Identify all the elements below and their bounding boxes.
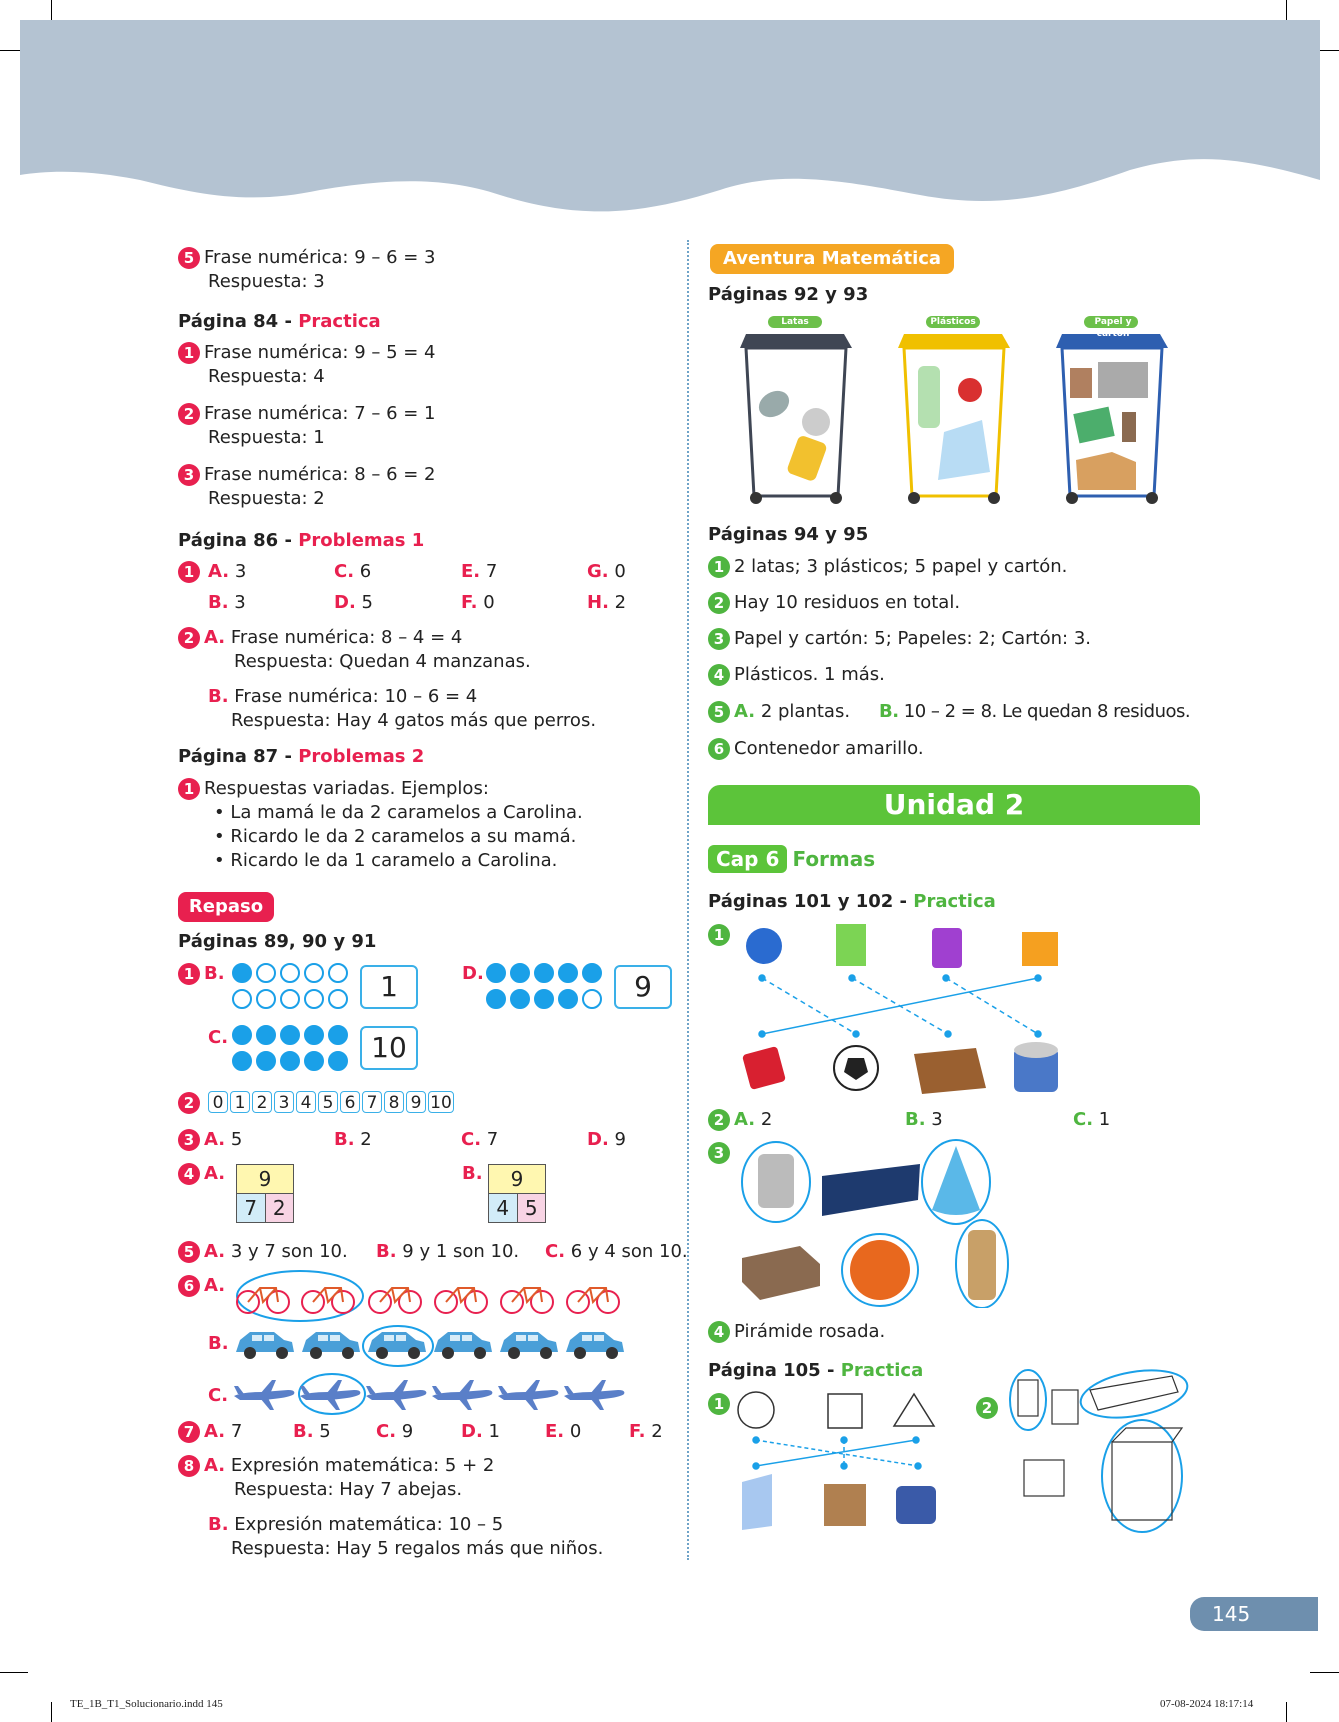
chapter-heading xyxy=(708,845,875,873)
bond-part: 5 xyxy=(518,1194,546,1222)
option-letter: F. xyxy=(629,1421,646,1442)
sentence: Frase numérica: 9 – 5 = 4 xyxy=(204,342,436,363)
p86-q2b xyxy=(208,685,596,733)
option-value: 7 xyxy=(225,1421,243,1442)
repaso-q4b xyxy=(462,1162,483,1186)
number-badge: 8 xyxy=(178,1455,200,1477)
p84-item xyxy=(178,341,436,389)
heading-sub: Practica xyxy=(298,311,381,332)
option-letter: A. xyxy=(204,1163,226,1184)
number-badge: 1 xyxy=(178,342,200,364)
shapes-matching-2 xyxy=(730,1388,970,1534)
option-letter: D. xyxy=(462,963,484,984)
p101-q1 xyxy=(708,923,734,947)
p86-cell xyxy=(208,591,246,615)
option-letter: C. xyxy=(545,1241,566,1262)
heading-title: Páginas 101 y 102 xyxy=(708,891,894,912)
number-cell: 4 xyxy=(296,1091,316,1113)
footer-file: TE_1B_T1_Solucionario.indd 145 xyxy=(70,1698,223,1710)
option-letter: E. xyxy=(545,1421,565,1442)
answer: 2 latas; 3 plásticos; 5 papel y cartón. xyxy=(734,556,1068,577)
repaso-q4 xyxy=(178,1162,225,1186)
p94-item xyxy=(708,627,1091,651)
number-badge: 2 xyxy=(708,592,730,614)
option-letter: B. xyxy=(293,1421,314,1442)
number-bond xyxy=(488,1164,546,1223)
bond-part: 4 xyxy=(489,1194,518,1222)
number-cell: 10 xyxy=(428,1091,454,1113)
answer: Respuesta: 2 xyxy=(208,488,325,509)
option-letter: B. xyxy=(376,1241,397,1262)
heading-title: Página 105 xyxy=(708,1360,821,1381)
heading-sub: Problemas 2 xyxy=(298,746,425,767)
option-letter: C. xyxy=(376,1421,397,1442)
answer: Respuesta: Hay 4 gatos más que perros. xyxy=(231,710,597,731)
p86-q2 xyxy=(178,626,531,674)
option-letter: A. xyxy=(204,1455,226,1476)
answer: Respuesta: Quedan 4 manzanas. xyxy=(234,651,531,672)
crop-mark xyxy=(1286,0,1287,20)
section-heading xyxy=(178,530,424,551)
heading-sep: - xyxy=(820,1360,841,1381)
repaso-q5 xyxy=(178,1240,348,1264)
heading-sep: - xyxy=(278,530,299,551)
answer: Papel y cartón: 5; Papeles: 2; Cartón: 3. xyxy=(734,628,1091,649)
p86-cell xyxy=(461,560,497,584)
p84-item xyxy=(178,463,436,511)
bicycle-row xyxy=(232,1268,642,1326)
number-badge: 3 xyxy=(178,1129,200,1151)
repaso-q7 xyxy=(545,1420,581,1444)
number-badge: 3 xyxy=(708,628,730,650)
option-value: 0 xyxy=(477,592,495,613)
option-letter: A. xyxy=(734,1109,756,1130)
sentence: Frase numérica: 8 – 6 = 2 xyxy=(204,464,436,485)
p101-q2 xyxy=(708,1108,772,1132)
car-row xyxy=(232,1322,642,1370)
option-value: 2 xyxy=(645,1421,663,1442)
chapter-badge: Cap 6 xyxy=(708,845,787,873)
dot-array xyxy=(230,962,350,1014)
answer-box: 1 xyxy=(360,965,418,1009)
number-cell: 5 xyxy=(318,1091,338,1113)
column-divider xyxy=(687,240,689,1560)
unit-banner: Unidad 2 xyxy=(708,785,1200,825)
sentence: Frase numérica: 7 – 6 = 1 xyxy=(204,403,436,424)
p86-cell xyxy=(334,560,371,584)
answer: Respuesta: 1 xyxy=(208,427,325,448)
page-number: 145 xyxy=(1190,1597,1318,1631)
option-letter: D. xyxy=(461,1421,483,1442)
number-badge: 1 xyxy=(178,561,200,583)
repaso-q7 xyxy=(293,1420,331,1444)
option-letter: F. xyxy=(461,592,478,613)
option-letter: B. xyxy=(334,1129,355,1150)
number-badge: 2 xyxy=(178,627,200,649)
number-badge: 2 xyxy=(178,403,200,425)
repaso-q7 xyxy=(629,1420,663,1444)
option-letter: C. xyxy=(208,1027,229,1048)
shape-matching xyxy=(736,918,1076,1100)
number-badge: 7 xyxy=(178,1421,200,1443)
number-badge: 6 xyxy=(178,1275,200,1297)
answer: Contenedor amarillo. xyxy=(734,738,924,759)
p86-cell xyxy=(461,591,495,615)
option-value: 9 y 1 son 10. xyxy=(396,1241,520,1262)
repaso-q6c xyxy=(208,1384,228,1408)
bin-label: Latas xyxy=(781,317,809,327)
heading-title: Página 87 xyxy=(178,746,279,767)
p101-q3 xyxy=(708,1141,734,1165)
p94-item xyxy=(708,700,850,724)
heading-sep: - xyxy=(893,891,914,912)
option-value: 2 xyxy=(354,1129,372,1150)
option-value: 1 xyxy=(1093,1109,1111,1130)
p101-q2 xyxy=(1073,1108,1110,1132)
repaso-q8b xyxy=(208,1513,603,1561)
p101-q4 xyxy=(708,1320,885,1344)
p86-cell xyxy=(587,591,626,615)
repaso-q5 xyxy=(376,1240,519,1264)
option-letter: A. xyxy=(204,627,226,648)
section-heading xyxy=(708,891,996,912)
answer: 10 – 2 = 8. Le quedan 8 residuos. xyxy=(898,701,1191,722)
number-line xyxy=(208,1091,456,1113)
option-letter: B. xyxy=(905,1109,926,1130)
option-letter: G. xyxy=(587,561,609,582)
solids-outline xyxy=(1006,1364,1196,1534)
repaso-q7 xyxy=(461,1420,500,1444)
repaso-q7 xyxy=(178,1420,242,1444)
option-letter: A. xyxy=(734,701,756,722)
option-letter: B. xyxy=(208,1333,229,1354)
answer-box: 10 xyxy=(360,1026,418,1070)
number-badge: 1 xyxy=(708,556,730,578)
number-cell: 9 xyxy=(406,1091,426,1113)
heading-sub: Practica xyxy=(913,891,996,912)
repaso-q3 xyxy=(461,1128,498,1152)
option-letter: D. xyxy=(587,1129,609,1150)
bond-part: 2 xyxy=(266,1194,294,1222)
option-letter: C. xyxy=(334,561,355,582)
heading-sep: - xyxy=(278,311,299,332)
option-letter: B. xyxy=(879,701,899,722)
repaso-q6 xyxy=(178,1274,225,1298)
repaso-q3 xyxy=(334,1128,372,1152)
answer: Hay 10 residuos en total. xyxy=(734,592,961,613)
bullet-item: La mamá le da 2 caramelos a Carolina. xyxy=(230,802,583,823)
section-heading: Páginas 92 y 93 xyxy=(708,284,869,305)
heading-title: Página 84 xyxy=(178,311,279,332)
option-value: 2 xyxy=(608,592,627,613)
option-letter: C. xyxy=(461,1129,482,1150)
repaso-q2 xyxy=(178,1091,204,1115)
sentence: Respuestas variadas. Ejemplos: xyxy=(204,778,489,799)
bin-label: Papel y cartón xyxy=(1094,317,1132,339)
bullet-item: Ricardo le da 2 caramelos a su mamá. xyxy=(230,826,577,847)
number-badge: 5 xyxy=(178,1241,200,1263)
crop-mark xyxy=(51,0,52,20)
option-value: 5 xyxy=(355,592,373,613)
option-value: 9 xyxy=(396,1421,414,1442)
crop-mark xyxy=(51,1702,52,1722)
p87-item: 1 Respuestas variadas. Ejemplos: • La mamá le da 2 caramelos a Carolina. • Ricardo le da 2 caramelos a su mamá. • Ricardo le da 1 caramelo a Carolina. xyxy=(178,777,583,873)
number-badge: 4 xyxy=(708,1321,730,1343)
option-value: 7 xyxy=(481,1129,499,1150)
recycling-bins xyxy=(736,312,1176,508)
heading-sep: - xyxy=(278,746,299,767)
section-heading xyxy=(178,746,424,767)
option-letter: B. xyxy=(204,963,225,984)
number-badge: 1 xyxy=(708,1393,730,1415)
number-cell: 0 xyxy=(208,1091,228,1113)
number-cell: 3 xyxy=(274,1091,294,1113)
option-value: 5 xyxy=(313,1421,331,1442)
option-letter: E. xyxy=(461,561,481,582)
number-cell: 7 xyxy=(362,1091,382,1113)
option-letter: C. xyxy=(1073,1109,1094,1130)
p94-item xyxy=(708,591,960,615)
number-bond xyxy=(236,1164,294,1223)
answer: 2 plantas. xyxy=(755,701,851,722)
answer-box: 9 xyxy=(614,965,672,1009)
repaso-q6b xyxy=(208,1332,229,1356)
option-value: 6 y 4 son 10. xyxy=(565,1241,688,1262)
crop-mark xyxy=(0,1672,28,1673)
option-value: 2 xyxy=(755,1109,773,1130)
solids-pictures xyxy=(740,1136,1020,1308)
option-value: 3 xyxy=(228,592,246,613)
chapter-title: Formas xyxy=(792,847,876,871)
sentence: Frase numérica: 8 – 4 = 4 xyxy=(225,627,463,648)
option-letter: A. xyxy=(204,1129,226,1150)
p84-item xyxy=(178,402,436,450)
option-letter: D. xyxy=(334,592,356,613)
repaso-q1d xyxy=(462,962,484,986)
option-letter: A. xyxy=(208,561,230,582)
option-letter: A. xyxy=(204,1241,226,1262)
number-badge: 4 xyxy=(178,1163,200,1185)
p86-cell xyxy=(587,560,626,584)
option-letter: B. xyxy=(208,1514,229,1535)
bond-whole: 9 xyxy=(489,1165,545,1194)
number-cell: 1 xyxy=(230,1091,250,1113)
heading-sub: Problemas 1 xyxy=(298,530,425,551)
sentence: Frase numérica: 9 – 6 = 3 xyxy=(204,247,436,268)
section-heading xyxy=(178,311,381,332)
section-heading: Páginas 89, 90 y 91 xyxy=(178,931,377,952)
p101-q2 xyxy=(905,1108,943,1132)
p86-cell xyxy=(334,591,373,615)
heading-title: Página 86 xyxy=(178,530,279,551)
section-heading: Páginas 94 y 95 xyxy=(708,524,869,545)
bullet-item: Ricardo le da 1 caramelo a Carolina. xyxy=(230,850,558,871)
number-badge: 6 xyxy=(708,738,730,760)
repaso-q1 xyxy=(178,962,225,986)
crop-mark xyxy=(1310,1672,1339,1673)
dot-array xyxy=(484,962,604,1014)
repaso-q7 xyxy=(376,1420,413,1444)
number-cell: 6 xyxy=(340,1091,360,1113)
option-letter: A. xyxy=(204,1275,226,1296)
option-value: 0 xyxy=(608,561,626,582)
p94-item xyxy=(708,737,924,761)
number-badge: 5 xyxy=(178,247,200,269)
number-badge: 1 xyxy=(708,924,730,946)
dot-array xyxy=(230,1024,350,1076)
number-badge: 1 xyxy=(178,778,200,800)
p86-cell xyxy=(208,560,246,584)
p105-q2 xyxy=(976,1396,1002,1420)
option-value: 9 xyxy=(608,1129,626,1150)
repaso-q3 xyxy=(587,1128,626,1152)
option-value: 6 xyxy=(354,561,372,582)
heading-sub: Practica xyxy=(840,1360,924,1381)
option-letter: C. xyxy=(208,1385,229,1406)
number-badge: 2 xyxy=(708,1109,730,1131)
bond-part: 7 xyxy=(237,1194,266,1222)
repaso-q8 xyxy=(178,1454,494,1502)
aventura-label: Aventura Matemática xyxy=(710,244,954,274)
footer-date: 07-08-2024 18:17:14 xyxy=(1160,1698,1254,1710)
repaso-q1c xyxy=(208,1026,228,1050)
sentence: Expresión matemática: 5 + 2 xyxy=(225,1455,495,1476)
bond-whole: 9 xyxy=(237,1165,293,1194)
option-value: 7 xyxy=(480,561,498,582)
option-value: 3 xyxy=(925,1109,943,1130)
number-badge: 1 xyxy=(178,963,200,985)
number-badge: 2 xyxy=(178,1092,200,1114)
answer: Pirámide rosada. xyxy=(734,1321,886,1342)
repaso-q3 xyxy=(178,1128,242,1152)
number-badge: 3 xyxy=(178,464,200,486)
p94-item xyxy=(708,663,885,687)
repaso-q5 xyxy=(545,1240,688,1264)
number-badge: 2 xyxy=(976,1397,998,1419)
number-cell: 8 xyxy=(384,1091,404,1113)
option-value: 3 xyxy=(229,561,247,582)
crop-mark xyxy=(1286,1702,1287,1722)
answer: Respuesta: 4 xyxy=(208,366,325,387)
number-cell: 2 xyxy=(252,1091,272,1113)
section-heading xyxy=(708,1360,923,1381)
answer: Plásticos. 1 más. xyxy=(734,664,885,685)
option-letter: B. xyxy=(208,592,229,613)
number-badge: 3 xyxy=(708,1142,730,1164)
sentence: Expresión matemática: 10 – 5 xyxy=(228,1514,504,1535)
q5-block xyxy=(178,246,436,294)
answer: Respuesta: Hay 5 regalos más que niños. xyxy=(231,1538,604,1559)
option-letter: B. xyxy=(462,1163,483,1184)
airplane-row xyxy=(232,1372,642,1420)
option-value: 0 xyxy=(564,1421,582,1442)
p94-item xyxy=(708,555,1067,579)
repaso-label: Repaso xyxy=(178,892,274,922)
answer: Respuesta: Hay 7 abejas. xyxy=(234,1479,463,1500)
p94-item xyxy=(879,700,1190,724)
option-letter: A. xyxy=(204,1421,226,1442)
sentence: Frase numérica: 10 – 6 = 4 xyxy=(228,686,478,707)
option-letter: H. xyxy=(587,592,609,613)
bin-label: Plásticos xyxy=(930,317,976,327)
option-letter: B. xyxy=(208,686,229,707)
header-banner xyxy=(20,20,1320,220)
answer: Respuesta: 3 xyxy=(208,271,325,292)
option-value: 5 xyxy=(225,1129,243,1150)
p86-row xyxy=(178,560,204,584)
number-badge: 5 xyxy=(708,701,730,723)
option-value: 3 y 7 son 10. xyxy=(225,1241,348,1262)
number-badge: 4 xyxy=(708,664,730,686)
option-value: 1 xyxy=(482,1421,500,1442)
